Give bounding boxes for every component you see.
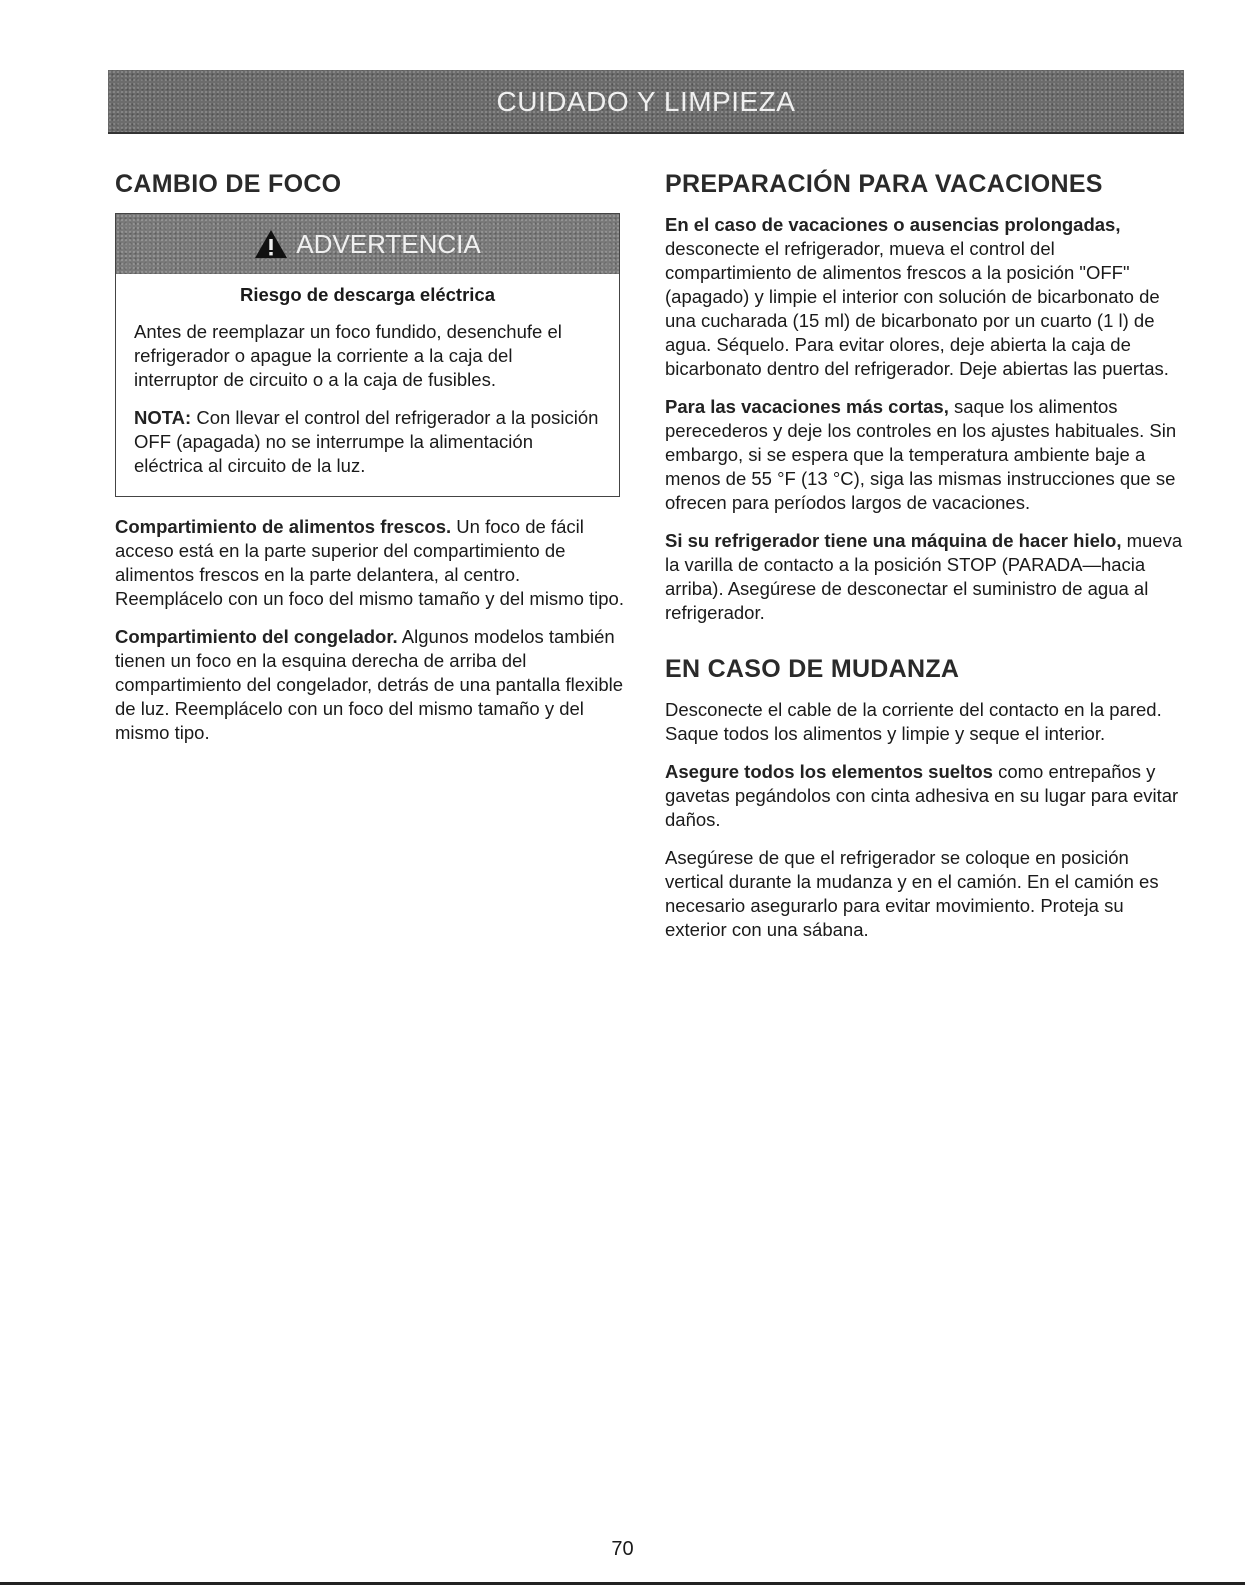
warning-title: ADVERTENCIA <box>296 228 481 259</box>
heading-vacaciones: PREPARACIÓN PARA VACACIONES <box>665 170 1103 198</box>
note-label: NOTA: <box>134 407 192 428</box>
paragraph-secure-items <box>665 760 1185 832</box>
section-banner <box>108 70 1184 134</box>
paragraph-freezer <box>115 625 630 745</box>
paragraph-long-vacation <box>665 213 1185 381</box>
warning-text: Antes de reemplazar un foco fundido, desenchufe el refrigerador o apague la corriente a la caja del interruptor de circuito o a la caja de fusibles. <box>134 321 562 390</box>
warning-note <box>134 406 601 478</box>
paragraph-lead: Para las vacaciones más cortas, <box>665 396 949 417</box>
warning-subtitle: Riesgo de descarga eléctrica <box>239 284 496 305</box>
paragraph-upright: Asegúrese de que el refrigerador se coloque en posición vertical durante la mudanza y en el camión. En el camión es necesario asegurarlo para evitar movimiento. Proteja su exterior con una sábana. <box>665 847 1159 940</box>
paragraph-text: como entrepaños y gavetas pegándolos con cinta adhesiva en su lugar para evitar daños. <box>665 761 1179 830</box>
paragraph-lead: Si su refrigerador tiene una máquina de hacer hielo, <box>665 530 1122 551</box>
note-text: Con llevar el control del refrigerador a la posición OFF (apagada) no se interrumpe la alimentación eléctrica al circuito de la luz. <box>134 407 599 476</box>
paragraph-text: mueva la varilla de contacto a la posición STOP (PARADA—hacia arriba). Asegúrese de desconectar el suministro de agua al refrigerador. <box>665 530 1183 623</box>
paragraph-text: Un foco de fácil acceso está en la parte superior del compartimiento de alimentos frescos en la parte delantera, al centro. Reemplácelo con un foco del mismo tamaño y del mismo tipo. <box>115 516 624 609</box>
paragraph-disconnect: Desconecte el cable de la corriente del contacto en la pared. Saque todos los alimentos y limpie y seque el interior. <box>665 699 1162 744</box>
warning-header <box>116 214 619 274</box>
paragraph-short-vacation <box>665 395 1185 515</box>
right-column <box>665 170 1185 956</box>
paragraph-text: desconecte el refrigerador, mueva el control del compartimiento de alimentos frescos a la posición "OFF" (apagado) y limpie el interior con solución de bicarbonato de una cucharada (15 ml) de bicarbonato por un cuarto (1 l) de agua. Séquelo. Para evitar olores, deje abierta la caja de bicarbonato dentro del refrigerador. Deje abiertas las puertas. <box>665 238 1169 379</box>
paragraph-ice-maker <box>665 529 1185 625</box>
warning-body <box>116 274 619 496</box>
heading-mudanza: EN CASO DE MUDANZA <box>665 655 960 683</box>
paragraph-lead: En el caso de vacaciones o ausencias prolongadas, <box>665 214 1121 235</box>
warning-triangle-icon <box>254 229 288 259</box>
page-number: 70 <box>611 1538 634 1560</box>
section-title: CUIDADO Y LIMPIEZA <box>496 86 796 117</box>
paragraph-fresh-food <box>115 515 630 611</box>
left-column <box>115 170 630 759</box>
paragraph-lead: Compartimiento de alimentos frescos. <box>115 516 452 537</box>
paragraph-text: Algunos modelos también tienen un foco en la esquina derecha de arriba del compartimiento del congelador, detrás de una pantalla flexible de luz. Reemplácelo con un foco del mismo tamaño y del mismo tipo. <box>115 626 624 743</box>
heading-cambio-de-foco: CAMBIO DE FOCO <box>115 170 342 198</box>
warning-box <box>115 213 620 497</box>
paragraph-text: saque los alimentos perecederos y deje los controles en los ajustes habituales. Sin embargo, si se espera que la temperatura ambiente baje a menos de 55 °F (13 °C), siga las mismas instrucciones que se ofrecen para períodos largos de vacaciones. <box>665 396 1177 513</box>
paragraph-lead: Compartimiento del congelador. <box>115 626 398 647</box>
paragraph-lead: Asegure todos los elementos sueltos <box>665 761 993 782</box>
